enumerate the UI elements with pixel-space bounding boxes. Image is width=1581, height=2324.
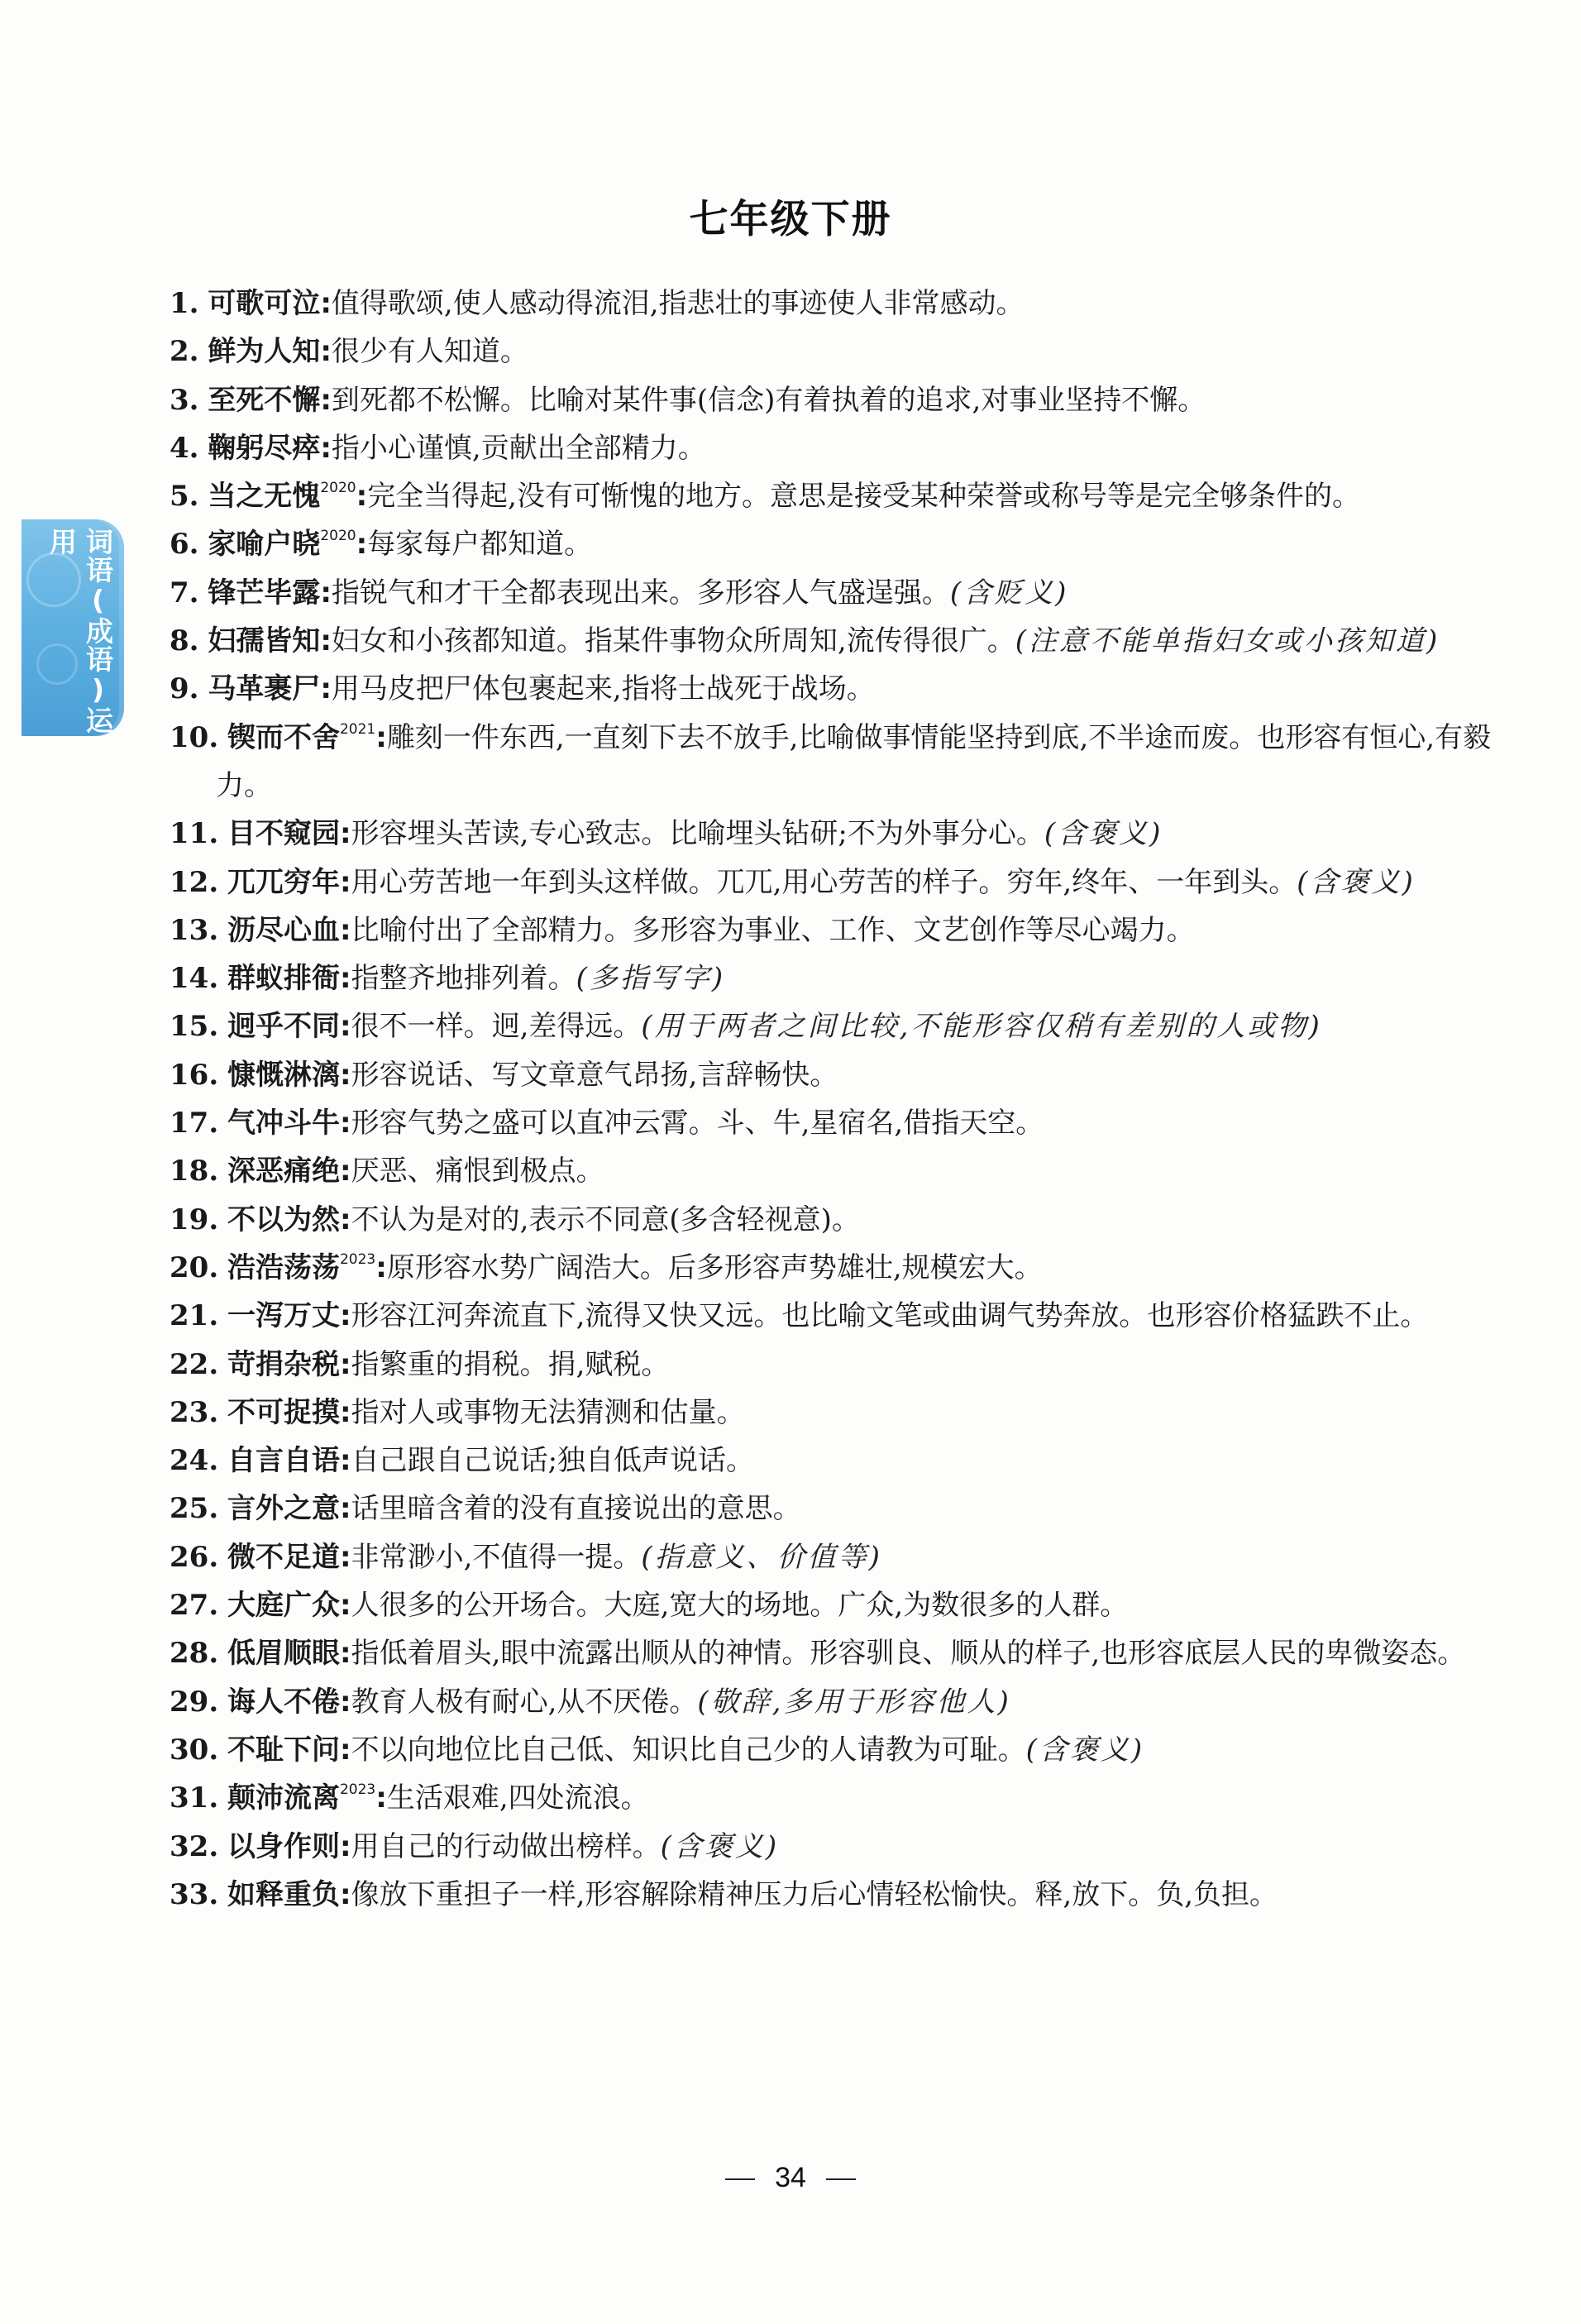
entry-number: 15. <box>170 1010 219 1044</box>
page-title: 七年级下册 <box>689 197 892 242</box>
idiom-entry <box>170 280 1501 328</box>
entry-number: 32. <box>170 1829 219 1863</box>
term-colon: : <box>375 1781 387 1815</box>
term-colon: : <box>339 817 351 851</box>
idiom-term: 低眉顺眼 <box>227 1637 340 1671</box>
idiom-term: 深恶痛绝 <box>227 1155 340 1188</box>
idiom-entry <box>170 1147 1501 1195</box>
idiom-definition: 指低着眉头,眼中流露出顺从的神情。形容驯良、顺从的样子,也形容底层人民的卑微姿态。 <box>351 1637 1466 1671</box>
term-colon: : <box>339 1589 351 1623</box>
entry-number: 30. <box>170 1733 219 1767</box>
idiom-definition: 妇女和小孩都知道。指某件事物众所周知,流传得很广。 <box>331 624 1015 658</box>
idiom-term: 不以为然 <box>227 1203 340 1236</box>
idiom-definition: 不以向地位比自己低、知识比自己少的人请教为可耻。 <box>351 1733 1026 1767</box>
entry-number: 22. <box>170 1347 219 1381</box>
idiom-definition: 像放下重担子一样,形容解除精神压力后心情轻松愉快。释,放下。负,负担。 <box>351 1877 1278 1911</box>
idiom-entry <box>170 472 1501 520</box>
idiom-entry <box>170 1871 1501 1919</box>
entry-number: 5. <box>170 480 199 514</box>
idiom-term: 家喻户晓 <box>208 528 321 562</box>
idiom-entry <box>170 810 1501 858</box>
idiom-list <box>170 280 1501 1919</box>
entry-number: 1. <box>170 287 199 320</box>
idiom-definition: 完全当得起,没有可惭愧的地方。意思是接受某种荣誉或称号等是完全够条件的。 <box>367 480 1360 514</box>
entry-number: 28. <box>170 1637 219 1671</box>
entry-number: 13. <box>170 913 219 947</box>
idiom-definition: 形容江河奔流直下,流得又快又远。也比喻文笔或曲调气势奔放。也形容价格猛跌不止。 <box>351 1299 1429 1333</box>
idiom-definition: 人很多的公开场合。大庭,宽大的场地。广众,为数很多的人群。 <box>351 1589 1129 1623</box>
idiom-entry <box>170 1389 1501 1437</box>
idiom-entry <box>170 1581 1501 1629</box>
idiom-term: 苛捐杂税 <box>227 1347 340 1381</box>
idiom-entry <box>170 954 1501 1002</box>
idiom-term: 妇孺皆知 <box>208 624 321 658</box>
entry-number: 9. <box>170 672 199 706</box>
idiom-entry <box>170 1774 1501 1822</box>
cloud-swirl-decoration <box>26 552 81 607</box>
idiom-term: 气冲斗牛 <box>227 1107 340 1140</box>
entry-number: 12. <box>170 865 219 899</box>
dash-right <box>826 2178 856 2180</box>
idiom-definition: 指锐气和才干全都表现出来。多形容人气盛逞强。 <box>331 576 950 610</box>
term-colon: : <box>356 480 368 514</box>
entry-number: 20. <box>170 1250 219 1284</box>
usage-note: (含贬义) <box>949 576 1069 610</box>
idiom-definition: 指对人或事物无法猜测和估量。 <box>351 1395 745 1429</box>
usage-note: (注意不能单指妇女或小孩知道) <box>1015 624 1440 658</box>
idiom-term: 慷慨淋漓 <box>227 1058 340 1092</box>
entry-number: 29. <box>170 1685 219 1719</box>
entry-number: 6. <box>170 528 199 562</box>
term-colon: : <box>339 1829 351 1863</box>
term-colon: : <box>339 1540 351 1574</box>
term-colon: : <box>320 672 332 706</box>
idiom-term: 浩浩荡荡 <box>227 1250 340 1284</box>
idiom-term: 锋芒毕露 <box>208 576 321 610</box>
idiom-entry <box>170 1292 1501 1340</box>
idiom-entry <box>170 1051 1501 1099</box>
term-colon: : <box>339 962 351 996</box>
idiom-definition: 值得歌颂,使人感动得流泪,指悲壮的事迹使人非常感动。 <box>331 287 1025 320</box>
term-colon: : <box>320 431 332 465</box>
usage-note: (用于两者之间比较,不能形容仅稍有差别的人或物) <box>641 1010 1322 1044</box>
term-colon: : <box>320 383 332 417</box>
entry-number: 10. <box>170 720 219 754</box>
idiom-term: 鲜为人知 <box>208 335 321 369</box>
usage-note: (含褒义) <box>1025 1733 1145 1767</box>
entry-number: 11. <box>170 817 219 851</box>
idiom-definition: 用心劳苦地一年到头这样做。兀兀,用心劳苦的样子。穷年,终年、一年到头。 <box>351 865 1297 899</box>
term-colon: : <box>339 1492 351 1526</box>
cloud-swirl-decoration <box>36 643 78 685</box>
entry-number: 8. <box>170 624 199 658</box>
entry-number: 16. <box>170 1058 219 1092</box>
entry-number: 7. <box>170 576 199 610</box>
entry-number: 26. <box>170 1540 219 1574</box>
idiom-definition: 指小心谨慎,贡献出全部精力。 <box>331 431 706 465</box>
idiom-definition: 教育人极有耐心,从不厌倦。 <box>351 1685 698 1719</box>
idiom-entry <box>170 906 1501 954</box>
entry-number: 17. <box>170 1107 219 1140</box>
entry-number: 33. <box>170 1877 219 1911</box>
idiom-term: 不耻下问 <box>227 1733 340 1767</box>
term-colon: : <box>339 1107 351 1140</box>
term-colon: : <box>375 1250 387 1284</box>
exam-year-marker: 2023 <box>339 1781 376 1799</box>
entry-number: 25. <box>170 1492 219 1526</box>
entry-number: 27. <box>170 1589 219 1623</box>
term-colon: : <box>339 1733 351 1767</box>
idiom-entry <box>170 1629 1501 1677</box>
term-colon: : <box>339 1299 351 1333</box>
term-colon: : <box>320 287 332 320</box>
idiom-term: 迥乎不同 <box>227 1010 340 1044</box>
idiom-term: 可歌可泣 <box>208 287 321 320</box>
entry-number: 4. <box>170 431 199 465</box>
idiom-definition: 厌恶、痛恨到极点。 <box>351 1155 604 1188</box>
idiom-entry <box>170 1099 1501 1147</box>
idiom-definition: 雕刻一件东西,一直刻下去不放手,比喻做事情能坚持到底,不半途而废。也形容有恒心,有毅力。 <box>216 720 1492 802</box>
idiom-term: 微不足道 <box>227 1540 340 1574</box>
term-colon: : <box>356 528 368 562</box>
exam-year-marker: 2023 <box>339 1250 376 1268</box>
entry-number: 31. <box>170 1781 219 1815</box>
idiom-definition: 到死都不松懈。比喻对某件事(信念)有着执着的追求,对事业坚持不懈。 <box>331 383 1206 417</box>
term-colon: : <box>339 1203 351 1236</box>
idiom-entry <box>170 520 1501 568</box>
idiom-term: 锲而不舍 <box>227 720 340 754</box>
exam-year-marker: 2020 <box>320 528 356 545</box>
usage-note: (含褒义) <box>1044 817 1163 851</box>
idiom-definition: 形容气势之盛可以直冲云霄。斗、牛,星宿名,借指天空。 <box>351 1107 1044 1140</box>
idiom-term: 兀兀穷年 <box>227 865 340 899</box>
dash-left <box>725 2178 755 2180</box>
idiom-term: 一泻万丈 <box>227 1299 340 1333</box>
usage-note: (多指写字) <box>576 962 726 996</box>
entry-number: 2. <box>170 335 199 369</box>
section-side-tab <box>21 519 124 736</box>
idiom-term: 诲人不倦 <box>227 1685 340 1719</box>
idiom-definition: 形容埋头苦读,专心致志。比喻埋头钻研;不为外事分心。 <box>351 817 1044 851</box>
idiom-term: 言外之意 <box>227 1492 340 1526</box>
usage-note: (指意义、价值等) <box>641 1540 882 1574</box>
side-tab-label: 词语(成语)运用 <box>45 528 114 734</box>
idiom-entry <box>170 1244 1501 1292</box>
term-colon: : <box>339 1155 351 1188</box>
term-colon: : <box>320 576 332 610</box>
idiom-entry <box>170 1533 1501 1581</box>
entry-number: 18. <box>170 1155 219 1188</box>
idiom-entry <box>170 1341 1501 1389</box>
idiom-term: 鞠躬尽瘁 <box>208 431 321 465</box>
idiom-term: 群蚁排衙 <box>227 962 340 996</box>
idiom-term: 自言自语 <box>227 1444 340 1478</box>
idiom-definition: 话里暗含着的没有直接说出的意思。 <box>351 1492 801 1526</box>
idiom-entry <box>170 1437 1501 1485</box>
idiom-definition: 指整齐地排列着。 <box>351 962 576 996</box>
idiom-entry <box>170 1485 1501 1533</box>
term-colon: : <box>320 624 332 658</box>
idiom-entry <box>170 376 1501 424</box>
idiom-definition: 原形容水势广阔浩大。后多形容声势雄壮,规模宏大。 <box>386 1250 1043 1284</box>
term-colon: : <box>339 1685 351 1719</box>
idiom-definition: 非常渺小,不值得一提。 <box>351 1540 642 1574</box>
idiom-entry <box>170 714 1501 811</box>
idiom-term: 当之无愧 <box>208 480 321 514</box>
term-colon: : <box>320 335 332 369</box>
usage-note: (敬辞,多用于形容他人) <box>697 1685 1011 1719</box>
term-colon: : <box>339 913 351 947</box>
idiom-term: 以身作则 <box>227 1829 340 1863</box>
usage-note: (含褒义) <box>1297 865 1416 899</box>
entry-number: 19. <box>170 1203 219 1236</box>
exam-year-marker: 2021 <box>339 720 376 738</box>
idiom-term: 至死不懈 <box>208 383 321 417</box>
idiom-entry <box>170 1726 1501 1774</box>
idiom-definition: 用马皮把尸体包裹起来,指将士战死于战场。 <box>331 672 875 706</box>
entry-number: 24. <box>170 1444 219 1478</box>
idiom-definition: 很不一样。迥,差得远。 <box>351 1010 642 1044</box>
page-footer <box>0 2162 1581 2194</box>
idiom-entry <box>170 1823 1501 1871</box>
idiom-term: 马革裹尸 <box>208 672 321 706</box>
idiom-definition: 很少有人知道。 <box>331 335 528 369</box>
page-number: 34 <box>775 2162 806 2193</box>
idiom-entry <box>170 1678 1501 1726</box>
idiom-entry <box>170 1002 1501 1050</box>
entry-number: 23. <box>170 1395 219 1429</box>
term-colon: : <box>375 720 387 754</box>
idiom-entry <box>170 1196 1501 1244</box>
idiom-definition: 不认为是对的,表示不同意(多含轻视意)。 <box>351 1203 860 1236</box>
idiom-entry <box>170 569 1501 617</box>
idiom-entry <box>170 328 1501 375</box>
term-colon: : <box>339 1347 351 1381</box>
idiom-definition: 自己跟自己说话;独自低声说话。 <box>351 1444 755 1478</box>
entry-number: 3. <box>170 383 199 417</box>
entry-number: 21. <box>170 1299 219 1333</box>
idiom-term: 如释重负 <box>227 1877 340 1911</box>
term-colon: : <box>339 1877 351 1911</box>
idiom-definition: 形容说话、写文章意气昂扬,言辞畅快。 <box>351 1058 838 1092</box>
term-colon: : <box>339 1058 351 1092</box>
term-colon: : <box>339 1444 351 1478</box>
exam-year-marker: 2020 <box>320 480 356 497</box>
idiom-entry <box>170 617 1501 665</box>
idiom-entry <box>170 424 1501 472</box>
idiom-definition: 比喻付出了全部精力。多形容为事业、工作、文艺创作等尽心竭力。 <box>351 913 1195 947</box>
idiom-term: 目不窥园 <box>227 817 340 851</box>
term-colon: : <box>339 1395 351 1429</box>
usage-note: (含褒义) <box>660 1829 780 1863</box>
idiom-definition: 每家每户都知道。 <box>367 528 593 562</box>
idiom-definition: 用自己的行动做出榜样。 <box>351 1829 661 1863</box>
idiom-term: 不可捉摸 <box>227 1395 340 1429</box>
entry-number: 14. <box>170 962 219 996</box>
idiom-term: 沥尽心血 <box>227 913 340 947</box>
idiom-term: 颠沛流离 <box>227 1781 340 1815</box>
term-colon: : <box>339 1637 351 1671</box>
term-colon: : <box>339 1010 351 1044</box>
idiom-entry <box>170 858 1501 906</box>
idiom-entry <box>170 665 1501 713</box>
idiom-term: 大庭广众 <box>227 1589 340 1623</box>
term-colon: : <box>339 865 351 899</box>
idiom-definition: 生活艰难,四处流浪。 <box>386 1781 649 1815</box>
idiom-definition: 指繁重的捐税。捐,赋税。 <box>351 1347 670 1381</box>
